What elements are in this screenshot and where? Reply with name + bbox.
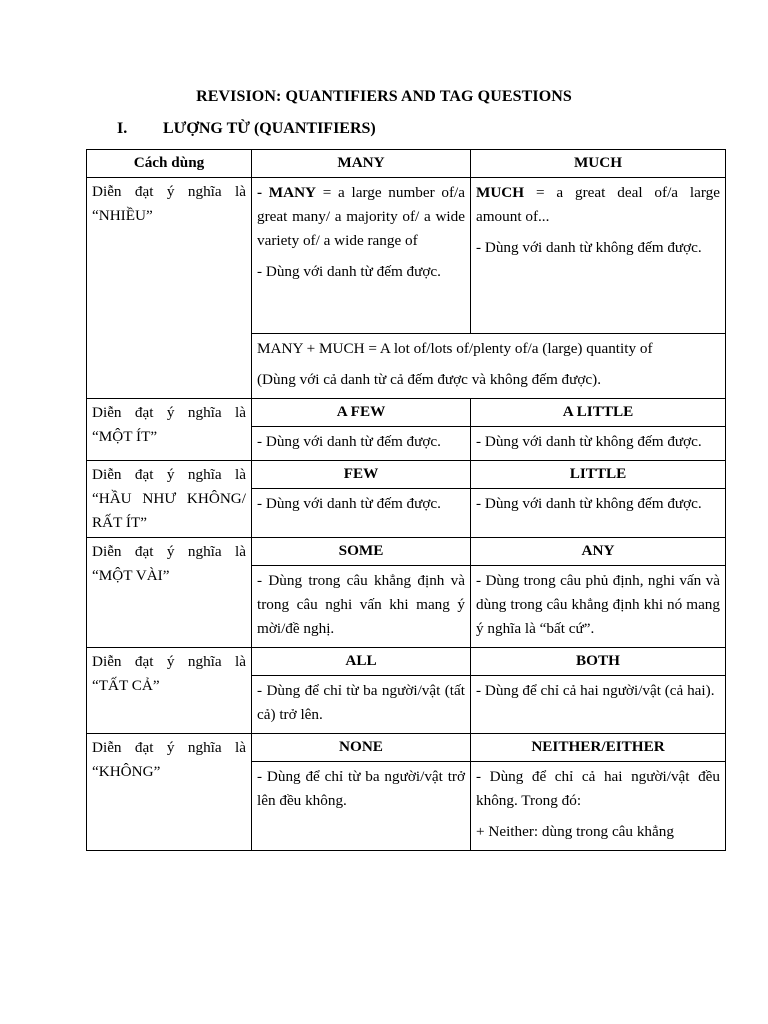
quantifier-head: LITTLE (471, 461, 726, 489)
section-number: I. (117, 120, 128, 137)
many-cell (252, 178, 471, 334)
usage-text: - Dùng trong câu khẳng định và trong câu nghi vấn khi mang ý mời/đề nghị. (257, 572, 465, 637)
much-keyword: MUCH (476, 184, 525, 201)
quantifier-head: SOME (252, 538, 471, 566)
row-label: Diễn đạt ý nghĩa là “HẦU NHƯ KHÔNG/ RẤT ÍT” (87, 461, 252, 538)
usage-text: - Dùng để chỉ cả hai người/vật (cả hai). (476, 682, 715, 699)
table-row (87, 461, 726, 489)
document-title: REVISION: QUANTIFIERS AND TAG QUESTIONS (196, 88, 572, 105)
row-label: Diễn đạt ý nghĩa là “TẤT CẢ” (87, 648, 252, 734)
quantifier-head: BOTH (471, 648, 726, 676)
quantifiers-table (86, 149, 726, 851)
usage-text: - Dùng với danh từ không đếm được. (476, 433, 702, 450)
table-header-row (87, 150, 726, 178)
usage-text: - Dùng để chỉ từ ba người/vật (tất cả) trở lên. (257, 682, 465, 723)
many-much-merged-cell (252, 334, 726, 399)
usage-text: + Neither: dùng trong câu khẳng (476, 823, 674, 840)
header-much: MUCH (471, 150, 726, 178)
many-definition: = a large number of/a great many/ a majority of/ a wide variety of/ a wide range of (257, 184, 465, 249)
much-definition: = a great deal of/a large amount of... (476, 184, 720, 225)
merged-line-2: (Dùng với cả danh từ cả đếm được và không đếm được). (257, 371, 602, 388)
header-usage: Cách dùng (87, 150, 252, 178)
quantifier-head: FEW (252, 461, 471, 489)
table-row (87, 399, 726, 427)
table-row (87, 734, 726, 762)
row-label: Diễn đạt ý nghĩa là “MỘT VÀI” (87, 538, 252, 648)
usage-cell (252, 427, 471, 461)
usage-text: - Dùng với danh từ đếm được. (257, 433, 441, 450)
usage-cell (252, 566, 471, 648)
header-many: MANY (252, 150, 471, 178)
usage-cell (252, 762, 471, 851)
quantifier-head: ANY (471, 538, 726, 566)
row-label: Diễn đạt ý nghĩa là “KHÔNG” (87, 734, 252, 851)
many-note: - Dùng với danh từ đếm được. (257, 263, 441, 280)
table-row (87, 538, 726, 566)
merged-line-1: MANY + MUCH = A lot of/lots of/plenty of/a (large) quantity of (257, 340, 653, 357)
usage-cell (471, 676, 726, 734)
quantifier-head: ALL (252, 648, 471, 676)
usage-cell (471, 489, 726, 538)
usage-text: - Dùng với danh từ không đếm được. (476, 495, 702, 512)
usage-text: - Dùng để chỉ cả hai người/vật đều không. Trong đó: (476, 768, 720, 809)
section-title: LƯỢNG TỪ (QUANTIFIERS) (163, 120, 376, 137)
usage-text: - Dùng trong câu phủ định, nghi vấn và dùng trong câu khẳng định khi nó mang ý nghĩa là “bất cứ”. (476, 572, 720, 637)
quantifier-head: A FEW (252, 399, 471, 427)
usage-cell (471, 566, 726, 648)
row-label: Diễn đạt ý nghĩa là “MỘT ÍT” (87, 399, 252, 461)
usage-text: - Dùng để chỉ từ ba người/vật trở lên đều không. (257, 768, 465, 809)
table-row (87, 178, 726, 334)
table-row (87, 648, 726, 676)
much-cell (471, 178, 726, 334)
usage-cell (471, 762, 726, 851)
row-label: Diễn đạt ý nghĩa là “NHIỀU” (87, 178, 252, 399)
quantifier-head: A LITTLE (471, 399, 726, 427)
usage-text: - Dùng với danh từ đếm được. (257, 495, 441, 512)
much-note: - Dùng với danh từ không đếm được. (476, 239, 702, 256)
many-keyword: - MANY (257, 184, 317, 201)
usage-cell (252, 676, 471, 734)
quantifier-head: NEITHER/EITHER (471, 734, 726, 762)
usage-cell (471, 427, 726, 461)
section-heading (117, 120, 376, 138)
quantifier-head: NONE (252, 734, 471, 762)
usage-cell (252, 489, 471, 538)
